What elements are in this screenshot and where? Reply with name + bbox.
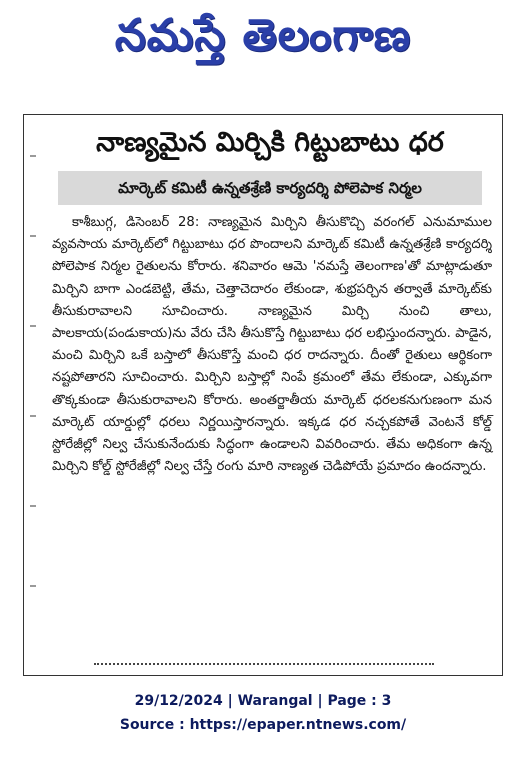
article-clipping	[23, 114, 503, 676]
footer-source-line: Source : https://epaper.ntnews.com/	[119, 717, 407, 733]
clipping-cut-line	[94, 663, 434, 669]
masthead-logo: నమస్తే తెలంగాణ	[114, 10, 412, 61]
article-headline: నాణ్యమైన మిర్చికి గిట్టుబాటు ధర	[96, 127, 444, 158]
article-subheadline: మార్కెట్ కమిటీ ఉన్నతశ్రేణి కార్యదర్శి పోలెపాక నిర్మల	[58, 171, 482, 205]
footer-date-line: 29/12/2024 | Warangal | Page : 3	[134, 693, 392, 709]
article-body: కాశీబుగ్గ, డిసెంబర్ 28: నాణ్యమైన మిర్చిని తీసుకొచ్చి వరంగల్ ఎనుమాముల వ్యవసాయ మార్కెట్‌లో గిట్టుబాటు ధర పొందాలని మార్కెట్ కమిటీ ఉన్నతశ్రేణి కార్యదర్శి పోలెపాక నిర్మల రైతులను కోరారు. శనివారం ఆమె 'నమస్తే తెలంగాణ'తో మాట్లాడుతూ మిర్చిని బాగా ఎండబెట్టి, తేమ, చెత్తాచెదారం లేకుండా, శుభ్రపర్చిన తర్వాతే మార్కెట్‌కు తీసుకురావాలని సూచించారు. నాణ్యమైన మిర్చి నుంచి తాలు, పాలకాయ(పండుకాయ)ను వేరు చేసి తీసుకొస్తే గిట్టుబాటు ధర లభిస్తుందన్నారు. పాడైన, మంచి మిర్చిని ఒకే బస్తాలో తీసుకొస్తే మంచి ధర రాదన్నారు. దీంతో రైతులు ఆర్థికంగా నష్టపోతారని సూచించారు. మిర్చిని బస్తాల్లో నింపే క్రమంలో తేమ లేకుండా, ఎక్కువగా తొక్కకుండా తీసుకురావాలని కోరారు. అంతర్జాతీయ మార్కెట్ ధరలకనుగుణంగా మన మార్కెట్ యార్డుల్లో ధరలు నిర్ణయిస్తారన్నారు. ఇక్కడ ధర నచ్చకపోతే వెంటనే కోల్డ్ స్టోరేజీల్లో నిల్వ చేసుకునేందుకు సిద్ధంగా ఉండాలని వివరించారు. తేమ అధికంగా ఉన్న మిర్చిని కోల్డ్ స్టోరేజీల్లో నిల్వ చేస్తే రంగు మారి నాణ్యత చెడిపోయే ప్రమాదం ఉందన్నారు.	[52, 215, 492, 475]
margin-marks	[24, 115, 42, 675]
